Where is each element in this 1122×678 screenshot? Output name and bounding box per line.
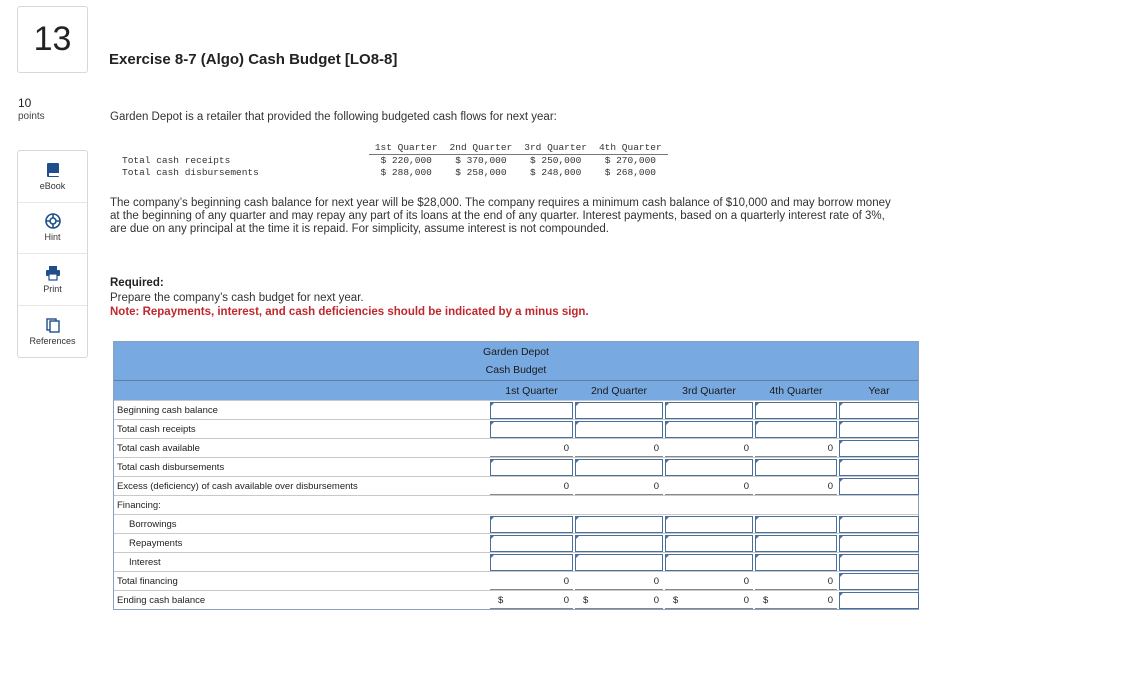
- budget-row: [114, 590, 918, 609]
- input-cell-year[interactable]: [839, 554, 919, 571]
- computed-cell-q4: [755, 573, 837, 590]
- budget-row-label: Total cash disbursements: [117, 462, 225, 473]
- cell-marker: [490, 536, 494, 540]
- currency-symbol: $: [763, 595, 769, 606]
- input-cell-year[interactable]: [839, 402, 919, 419]
- problem-paragraph: The company’s beginning cash balance for next year will be $28,000. The company requires a minimum cash balance of $10,000 and may borrow money at the beginning of any quarter and may repay any part of its loans at the end of any quarter. Interest payments, based on a quarterly interest rate of 3%, are due on any principal at the time it is repaid. For simplicity, assume interest is not compounded.: [110, 197, 891, 235]
- input-cell-q1[interactable]: [490, 535, 573, 552]
- cell-marker: [839, 593, 843, 597]
- cell-marker: [839, 479, 843, 483]
- budget-row: [114, 571, 918, 590]
- input-cell-q4[interactable]: [755, 459, 837, 476]
- computed-cell-q1: [490, 478, 573, 495]
- given-value: $ 248,000: [529, 167, 582, 178]
- given-value: $ 270,000: [604, 155, 656, 166]
- cell-marker: [575, 555, 579, 559]
- cell-marker: [665, 517, 669, 521]
- input-cell-q2[interactable]: [575, 516, 663, 533]
- given-cash-flows-table: [114, 142, 668, 179]
- budget-row-label: Interest: [129, 557, 161, 568]
- input-cell-q1[interactable]: [490, 459, 573, 476]
- budget-row-label: Beginning cash balance: [117, 405, 218, 416]
- input-cell-q3[interactable]: [665, 535, 753, 552]
- ebook-label: eBook: [39, 180, 66, 191]
- budget-header: [114, 342, 918, 400]
- given-row: [114, 167, 668, 179]
- budget-row: [114, 533, 918, 552]
- cell-marker: [575, 517, 579, 521]
- budget-row-label: Total cash available: [117, 443, 200, 454]
- column-header-year: Year: [868, 385, 890, 397]
- cell-marker: [839, 555, 843, 559]
- budget-row: [114, 457, 918, 476]
- input-cell-year[interactable]: [839, 440, 919, 457]
- budget-row-label: Repayments: [129, 538, 183, 549]
- ebook-button[interactable]: [18, 151, 87, 203]
- print-label: Print: [43, 283, 62, 294]
- cell-marker: [665, 555, 669, 559]
- cell-marker: [839, 403, 843, 407]
- given-row-label: Total cash disbursements: [122, 167, 259, 178]
- given-value: $ 220,000: [380, 155, 432, 166]
- input-cell-year[interactable]: [839, 459, 919, 476]
- computed-cell-q3: [665, 478, 753, 495]
- hint-icon: [45, 213, 61, 229]
- input-cell-q3[interactable]: [665, 516, 753, 533]
- computed-cell-q1: [490, 573, 573, 590]
- computed-value: 0: [743, 481, 749, 492]
- budget-row: [114, 438, 918, 457]
- cell-marker: [755, 517, 759, 521]
- input-cell-q2[interactable]: [575, 421, 663, 438]
- question-number: [17, 6, 88, 73]
- cell-marker: [490, 517, 494, 521]
- input-cell-q2[interactable]: [575, 402, 663, 419]
- computed-value: 0: [653, 443, 659, 454]
- budget-row-label: Borrowings: [129, 519, 177, 530]
- budget-row: [114, 552, 918, 571]
- input-cell-year[interactable]: [839, 592, 919, 609]
- given-header-row: [114, 142, 668, 155]
- computed-value: 0: [827, 481, 833, 492]
- budget-row: [114, 476, 918, 495]
- cell-marker: [839, 460, 843, 464]
- column-header-q4: 4th Quarter: [769, 385, 823, 397]
- input-cell-q2[interactable]: [575, 554, 663, 571]
- cell-marker: [755, 422, 759, 426]
- given-row: [114, 155, 668, 168]
- budget-row-label: Financing:: [117, 500, 161, 511]
- input-cell-q1[interactable]: [490, 516, 573, 533]
- hint-label: Hint: [44, 232, 61, 243]
- input-cell-q2[interactable]: [575, 459, 663, 476]
- computed-value: 0: [563, 576, 569, 587]
- input-cell-q2[interactable]: [575, 535, 663, 552]
- references-label: References: [29, 335, 76, 346]
- cell-marker: [575, 536, 579, 540]
- computed-cell-q2: [575, 592, 663, 609]
- given-value: $ 258,000: [455, 167, 507, 178]
- input-cell-q3[interactable]: [665, 402, 753, 419]
- input-cell-q4[interactable]: [755, 535, 837, 552]
- computed-value: 0: [653, 576, 659, 587]
- computed-value: 0: [563, 443, 569, 454]
- input-cell-q3[interactable]: [665, 421, 753, 438]
- cell-marker: [839, 441, 843, 445]
- given-header-blank: [114, 142, 369, 155]
- input-cell-year[interactable]: [839, 421, 919, 438]
- cell-marker: [665, 460, 669, 464]
- intro-text: Garden Depot is a retailer that provided the following budgeted cash flows for next year:: [110, 111, 557, 123]
- required-note: Note: Repayments, interest, and cash deficiencies should be indicated by a minus sign.: [110, 306, 589, 318]
- tool-panel: [17, 150, 88, 358]
- input-cell-q1[interactable]: [490, 402, 573, 419]
- input-cell-q4[interactable]: [755, 402, 837, 419]
- currency-symbol: $: [673, 595, 679, 606]
- print-icon: [45, 265, 61, 281]
- computed-value: 0: [743, 576, 749, 587]
- computed-value: 0: [653, 481, 659, 492]
- computed-cell-q2: [575, 573, 663, 590]
- given-header: 1st Quarter: [369, 142, 444, 155]
- given-value: $ 250,000: [529, 155, 582, 166]
- computed-cell-q3: [665, 440, 753, 457]
- cell-marker: [839, 536, 843, 540]
- cell-marker: [755, 460, 759, 464]
- computed-cell-q1: [490, 592, 573, 609]
- computed-cell-q2: [575, 478, 663, 495]
- budget-subtitle: Cash Budget: [485, 364, 547, 376]
- given-value: $ 370,000: [455, 155, 507, 166]
- cell-marker: [839, 517, 843, 521]
- input-cell-q3[interactable]: [665, 459, 753, 476]
- given-value: $ 288,000: [380, 167, 432, 178]
- hint-button[interactable]: [18, 203, 87, 255]
- input-cell-q3[interactable]: [665, 554, 753, 571]
- points-info: [18, 97, 45, 123]
- budget-row-label: Total financing: [117, 576, 178, 587]
- print-button[interactable]: [18, 254, 87, 306]
- header-separator: [114, 380, 918, 381]
- cell-marker: [755, 536, 759, 540]
- currency-symbol: $: [583, 595, 589, 606]
- cell-marker: [665, 422, 669, 426]
- cell-marker: [665, 536, 669, 540]
- input-cell-q1[interactable]: [490, 554, 573, 571]
- given-header: 2nd Quarter: [444, 142, 519, 155]
- cell-marker: [575, 460, 579, 464]
- cell-marker: [490, 422, 494, 426]
- column-header-q3: 3rd Quarter: [682, 385, 736, 397]
- budget-row-label: Ending cash balance: [117, 595, 206, 606]
- given-value: $ 268,000: [604, 167, 656, 178]
- column-header-q1: 1st Quarter: [505, 385, 558, 397]
- column-header-q2: 2nd Quarter: [590, 385, 648, 397]
- cell-marker: [490, 555, 494, 559]
- budget-row-label: Total cash receipts: [117, 424, 196, 435]
- exercise-title: Exercise 8-7 (Algo) Cash Budget [LO8-8]: [109, 51, 398, 68]
- given-header: 4th Quarter: [593, 142, 668, 155]
- budget-row-label: Excess (deficiency) of cash available over disbursements: [117, 481, 358, 492]
- input-cell-q4[interactable]: [755, 554, 837, 571]
- budget-rows: [114, 400, 918, 609]
- computed-cell-q3: [665, 592, 753, 609]
- computed-value: 0: [743, 443, 749, 454]
- cell-marker: [575, 422, 579, 426]
- points-value: 10: [18, 96, 32, 110]
- budget-company: Garden Depot: [483, 346, 549, 358]
- required-heading: Required:: [110, 277, 164, 289]
- input-cell-q1[interactable]: [490, 421, 573, 438]
- computed-cell-q3: [665, 573, 753, 590]
- cell-marker: [755, 403, 759, 407]
- points-label: points: [18, 111, 45, 122]
- computed-cell-q4: [755, 592, 837, 609]
- cell-marker: [665, 403, 669, 407]
- references-icon: [45, 317, 61, 333]
- required-text: Prepare the company’s cash budget for next year.: [110, 291, 364, 304]
- given-row-label: Total cash receipts: [122, 154, 231, 166]
- computed-cell-q4: [755, 478, 837, 495]
- currency-symbol: $: [498, 595, 504, 606]
- input-cell-year[interactable]: [839, 478, 919, 495]
- computed-value: 0: [653, 595, 659, 606]
- input-cell-q4[interactable]: [755, 421, 837, 438]
- computed-value: 0: [827, 576, 833, 587]
- computed-value: 0: [563, 481, 569, 492]
- cell-marker: [490, 403, 494, 407]
- computed-cell-q1: [490, 440, 573, 457]
- computed-cell-q2: [575, 440, 663, 457]
- computed-value: 0: [827, 443, 833, 454]
- ebook-icon: [45, 162, 61, 178]
- question-number-text: 13: [33, 20, 72, 58]
- cell-marker: [839, 422, 843, 426]
- input-cell-year[interactable]: [839, 535, 919, 552]
- computed-value: 0: [743, 595, 749, 606]
- required-section: [110, 276, 589, 320]
- budget-row: [114, 514, 918, 533]
- budget-row: [114, 419, 918, 438]
- cell-marker: [755, 555, 759, 559]
- computed-cell-q4: [755, 440, 837, 457]
- budget-row: [114, 495, 918, 514]
- computed-value: 0: [563, 595, 569, 606]
- cash-budget-worksheet: [113, 341, 919, 610]
- cell-marker: [839, 574, 843, 578]
- input-cell-year[interactable]: [839, 516, 919, 533]
- input-cell-year[interactable]: [839, 573, 919, 590]
- input-cell-q4[interactable]: [755, 516, 837, 533]
- cell-marker: [575, 403, 579, 407]
- cell-marker: [490, 460, 494, 464]
- computed-value: 0: [827, 595, 833, 606]
- budget-row: [114, 400, 918, 419]
- references-button[interactable]: [18, 306, 87, 358]
- given-header: 3rd Quarter: [518, 142, 593, 155]
